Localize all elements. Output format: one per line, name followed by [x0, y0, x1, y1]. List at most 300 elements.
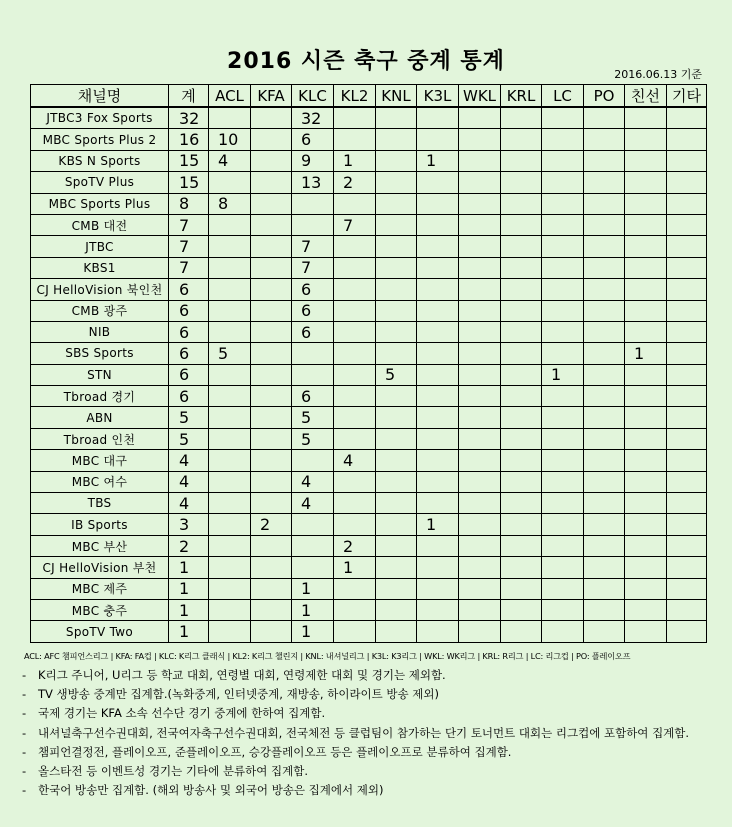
count-cell — [376, 493, 417, 514]
count-cell — [584, 172, 625, 193]
count-cell — [501, 172, 542, 193]
count-cell — [542, 557, 584, 578]
count-cell — [625, 557, 667, 578]
count-cell — [292, 535, 334, 556]
table-row — [31, 193, 707, 214]
count-cell — [584, 279, 625, 300]
total-cell: 1 — [169, 578, 209, 599]
count-cell — [625, 471, 667, 492]
count-cell — [251, 535, 292, 556]
count-cell — [459, 599, 501, 620]
count-cell — [251, 364, 292, 385]
count-cell — [334, 236, 376, 257]
count-cell — [625, 300, 667, 321]
count-cell — [501, 343, 542, 364]
count-cell — [417, 279, 459, 300]
count-cell — [584, 343, 625, 364]
table-row — [31, 599, 707, 620]
note-text: TV 생방송 중계만 집계함.(녹화중계, 인터넷중계, 재방송, 하이라이트 방송 제외) — [38, 687, 439, 702]
count-cell — [376, 150, 417, 171]
count-cell — [542, 279, 584, 300]
count-cell — [625, 578, 667, 599]
count-cell — [334, 193, 376, 214]
count-cell — [209, 257, 251, 278]
total-cell: 6 — [169, 300, 209, 321]
column-header: 친선 — [625, 85, 667, 108]
channel-name-cell: ABN — [31, 407, 169, 428]
count-cell — [625, 214, 667, 235]
count-cell — [584, 450, 625, 471]
table-row — [31, 214, 707, 235]
channel-name-cell: MBC 제주 — [31, 578, 169, 599]
count-cell — [625, 321, 667, 342]
count-cell — [417, 386, 459, 407]
count-cell: 6 — [292, 386, 334, 407]
table-row — [31, 236, 707, 257]
total-cell: 3 — [169, 514, 209, 535]
note-text: 내셔널축구선수권대회, 전국여자축구선수권대회, 전국체전 등 클럽팀이 참가하는 단기 토너먼트 대회는 리그컵에 포함하여 집계함. — [38, 725, 690, 740]
count-cell — [334, 300, 376, 321]
column-header: 계 — [169, 85, 209, 108]
channel-name-cell: STN — [31, 364, 169, 385]
note-item — [22, 743, 689, 762]
table-row — [31, 386, 707, 407]
count-cell — [501, 621, 542, 642]
total-cell: 7 — [169, 214, 209, 235]
count-cell — [667, 343, 707, 364]
total-cell: 5 — [169, 428, 209, 449]
count-cell: 4 — [334, 450, 376, 471]
count-cell — [209, 599, 251, 620]
count-cell — [667, 172, 707, 193]
column-header: KFA — [251, 85, 292, 108]
count-cell — [625, 386, 667, 407]
count-cell — [417, 343, 459, 364]
channel-name-cell: JTBC — [31, 236, 169, 257]
count-cell — [667, 450, 707, 471]
column-header: KLC — [292, 85, 334, 108]
count-cell — [251, 450, 292, 471]
count-cell — [459, 300, 501, 321]
count-cell: 2 — [251, 514, 292, 535]
count-cell — [376, 214, 417, 235]
table-row — [31, 129, 707, 150]
count-cell — [584, 471, 625, 492]
table-row — [31, 428, 707, 449]
note-text: 올스타전 등 이벤트성 경기는 기타에 분류하여 집계함. — [38, 764, 308, 779]
total-cell: 6 — [169, 364, 209, 385]
count-cell — [625, 599, 667, 620]
count-cell: 7 — [334, 214, 376, 235]
count-cell — [667, 514, 707, 535]
channel-name-cell: SBS Sports — [31, 343, 169, 364]
count-cell: 6 — [292, 279, 334, 300]
table-header-row — [31, 85, 707, 108]
count-cell — [667, 578, 707, 599]
count-cell — [292, 364, 334, 385]
count-cell — [667, 129, 707, 150]
count-cell — [209, 236, 251, 257]
count-cell: 13 — [292, 172, 334, 193]
count-cell — [542, 321, 584, 342]
count-cell — [334, 257, 376, 278]
count-cell — [667, 193, 707, 214]
count-cell — [334, 514, 376, 535]
count-cell — [584, 300, 625, 321]
count-cell — [209, 428, 251, 449]
count-cell — [376, 172, 417, 193]
count-cell — [334, 578, 376, 599]
count-cell — [209, 450, 251, 471]
count-cell: 5 — [292, 428, 334, 449]
table-row — [31, 535, 707, 556]
count-cell — [251, 300, 292, 321]
total-cell: 5 — [169, 407, 209, 428]
count-cell — [542, 450, 584, 471]
count-cell: 1 — [542, 364, 584, 385]
column-header: WKL — [459, 85, 501, 108]
count-cell — [459, 578, 501, 599]
count-cell — [667, 599, 707, 620]
count-cell — [501, 407, 542, 428]
count-cell: 6 — [292, 300, 334, 321]
total-cell: 1 — [169, 621, 209, 642]
channel-name-cell: TBS — [31, 493, 169, 514]
total-cell: 6 — [169, 321, 209, 342]
count-cell — [209, 535, 251, 556]
count-cell — [209, 493, 251, 514]
count-cell — [376, 621, 417, 642]
note-marker: - — [22, 687, 27, 702]
count-cell — [584, 386, 625, 407]
table-row — [31, 557, 707, 578]
count-cell — [376, 407, 417, 428]
total-cell: 6 — [169, 386, 209, 407]
column-header: K3L — [417, 85, 459, 108]
total-cell: 15 — [169, 172, 209, 193]
count-cell — [376, 193, 417, 214]
count-cell — [542, 107, 584, 129]
table-row — [31, 364, 707, 385]
count-cell — [251, 172, 292, 193]
count-cell — [459, 428, 501, 449]
count-cell — [542, 343, 584, 364]
count-cell — [251, 257, 292, 278]
count-cell — [667, 236, 707, 257]
column-header: ACL — [209, 85, 251, 108]
count-cell — [417, 621, 459, 642]
count-cell — [209, 471, 251, 492]
total-cell: 6 — [169, 279, 209, 300]
count-cell — [417, 557, 459, 578]
count-cell — [209, 386, 251, 407]
channel-name-cell: CJ HelloVision 북인천 — [31, 279, 169, 300]
count-cell: 1 — [625, 343, 667, 364]
count-cell — [251, 279, 292, 300]
count-cell — [584, 621, 625, 642]
count-cell — [417, 236, 459, 257]
table-row — [31, 257, 707, 278]
count-cell — [417, 578, 459, 599]
count-cell — [542, 493, 584, 514]
count-cell: 1 — [292, 621, 334, 642]
count-cell — [625, 428, 667, 449]
count-cell — [376, 129, 417, 150]
count-cell — [292, 514, 334, 535]
count-cell — [501, 578, 542, 599]
column-header: KL2 — [334, 85, 376, 108]
column-header: KRL — [501, 85, 542, 108]
count-cell — [542, 236, 584, 257]
count-cell: 6 — [292, 129, 334, 150]
count-cell — [209, 300, 251, 321]
count-cell — [584, 321, 625, 342]
count-cell — [292, 343, 334, 364]
column-header: KNL — [376, 85, 417, 108]
count-cell — [209, 514, 251, 535]
count-cell: 7 — [292, 236, 334, 257]
count-cell — [334, 343, 376, 364]
count-cell — [376, 300, 417, 321]
table-row — [31, 150, 707, 171]
total-cell: 1 — [169, 557, 209, 578]
count-cell — [251, 321, 292, 342]
total-cell: 15 — [169, 150, 209, 171]
count-cell — [542, 407, 584, 428]
count-cell — [542, 129, 584, 150]
count-cell — [209, 407, 251, 428]
table-body — [31, 107, 707, 642]
count-cell: 4 — [209, 150, 251, 171]
count-cell — [417, 471, 459, 492]
count-cell — [251, 407, 292, 428]
broadcast-stats-table — [30, 84, 707, 643]
count-cell — [501, 279, 542, 300]
channel-name-cell: JTBC3 Fox Sports — [31, 107, 169, 129]
count-cell — [459, 450, 501, 471]
table-row — [31, 407, 707, 428]
count-cell: 8 — [209, 193, 251, 214]
count-cell — [667, 535, 707, 556]
count-cell — [251, 193, 292, 214]
table-row — [31, 343, 707, 364]
count-cell — [542, 428, 584, 449]
total-cell: 32 — [169, 107, 209, 129]
table-row — [31, 450, 707, 471]
count-cell — [459, 236, 501, 257]
count-cell — [501, 214, 542, 235]
count-cell — [584, 535, 625, 556]
count-cell — [625, 150, 667, 171]
count-cell — [501, 557, 542, 578]
count-cell — [417, 172, 459, 193]
note-text: 국제 경기는 KFA 소속 선수단 경기 중계에 한하여 집계함. — [38, 706, 326, 721]
total-cell: 4 — [169, 493, 209, 514]
count-cell — [625, 493, 667, 514]
count-cell — [542, 471, 584, 492]
notes-list — [22, 666, 689, 800]
count-cell — [584, 428, 625, 449]
count-cell — [334, 428, 376, 449]
count-cell — [292, 193, 334, 214]
count-cell — [209, 621, 251, 642]
count-cell — [376, 236, 417, 257]
count-cell — [501, 364, 542, 385]
count-cell — [417, 364, 459, 385]
total-cell: 16 — [169, 129, 209, 150]
note-item — [22, 724, 689, 743]
count-cell: 32 — [292, 107, 334, 129]
count-cell — [209, 107, 251, 129]
count-cell — [251, 386, 292, 407]
table-row — [31, 300, 707, 321]
channel-name-cell: NIB — [31, 321, 169, 342]
note-item — [22, 781, 689, 800]
count-cell — [625, 257, 667, 278]
count-cell — [501, 599, 542, 620]
count-cell — [542, 214, 584, 235]
count-cell — [376, 343, 417, 364]
count-cell — [542, 257, 584, 278]
table-row — [31, 172, 707, 193]
note-text: 챔피언결정전, 플레이오프, 준플레이오프, 승강플레이오프 등은 플레이오프로 분류하여 집계함. — [38, 744, 512, 759]
count-cell — [501, 493, 542, 514]
count-cell — [459, 407, 501, 428]
count-cell — [542, 172, 584, 193]
count-cell — [376, 514, 417, 535]
table-row — [31, 578, 707, 599]
column-header-channel: 채널명 — [31, 85, 169, 108]
count-cell — [417, 107, 459, 129]
count-cell — [376, 386, 417, 407]
channel-name-cell: KBS N Sports — [31, 150, 169, 171]
count-cell — [417, 493, 459, 514]
channel-name-cell: SpoTV Two — [31, 621, 169, 642]
count-cell — [584, 514, 625, 535]
count-cell — [417, 599, 459, 620]
count-cell — [251, 428, 292, 449]
table-row — [31, 279, 707, 300]
count-cell — [542, 514, 584, 535]
table-row — [31, 621, 707, 642]
total-cell: 4 — [169, 450, 209, 471]
count-cell — [209, 214, 251, 235]
count-cell — [584, 129, 625, 150]
count-cell — [584, 193, 625, 214]
count-cell — [584, 364, 625, 385]
count-cell — [251, 150, 292, 171]
count-cell — [376, 535, 417, 556]
count-cell — [667, 279, 707, 300]
channel-name-cell: IB Sports — [31, 514, 169, 535]
count-cell — [251, 129, 292, 150]
count-cell — [667, 364, 707, 385]
count-cell — [501, 193, 542, 214]
count-cell — [459, 257, 501, 278]
channel-name-cell: CJ HelloVision 부천 — [31, 557, 169, 578]
count-cell — [376, 257, 417, 278]
count-cell — [625, 514, 667, 535]
note-marker: - — [22, 725, 27, 740]
abbreviation-legend: ACL: AFC 챔피언스리그 | KFA: FA컵 | KLC: K리그 클래식 | KL2: K리그 챌린지 | KNL: 내셔널리그 | K3L: K3리그 | WKL: WK리그 | KRL: R리그 | LC: 리그컵 | PO: 플레이오프 — [24, 651, 631, 661]
count-cell — [584, 150, 625, 171]
count-cell — [459, 172, 501, 193]
count-cell — [625, 621, 667, 642]
count-cell — [625, 279, 667, 300]
channel-name-cell: MBC Sports Plus 2 — [31, 129, 169, 150]
count-cell — [625, 407, 667, 428]
channel-name-cell: Tbroad 경기 — [31, 386, 169, 407]
count-cell — [501, 150, 542, 171]
count-cell — [251, 343, 292, 364]
count-cell — [584, 107, 625, 129]
total-cell: 4 — [169, 471, 209, 492]
channel-name-cell: MBC 충주 — [31, 599, 169, 620]
count-cell — [334, 599, 376, 620]
count-cell — [209, 279, 251, 300]
count-cell — [584, 214, 625, 235]
count-cell — [542, 300, 584, 321]
count-cell — [251, 107, 292, 129]
note-text: K리그 주니어, U리그 등 학교 대회, 연령별 대회, 연령제한 대회 및 경기는 제외함. — [38, 668, 446, 682]
count-cell — [417, 535, 459, 556]
count-cell — [417, 407, 459, 428]
count-cell — [501, 257, 542, 278]
count-cell — [667, 493, 707, 514]
count-cell: 1 — [292, 578, 334, 599]
count-cell — [584, 493, 625, 514]
count-cell — [417, 193, 459, 214]
count-cell — [625, 450, 667, 471]
count-cell — [417, 129, 459, 150]
count-cell: 5 — [209, 343, 251, 364]
count-cell — [417, 450, 459, 471]
count-cell — [459, 557, 501, 578]
count-cell: 1 — [334, 150, 376, 171]
count-cell — [542, 386, 584, 407]
table-row — [31, 514, 707, 535]
count-cell — [625, 107, 667, 129]
count-cell — [625, 364, 667, 385]
count-cell — [251, 493, 292, 514]
count-cell — [625, 193, 667, 214]
count-cell — [334, 471, 376, 492]
count-cell — [667, 321, 707, 342]
table-row — [31, 471, 707, 492]
count-cell: 1 — [417, 150, 459, 171]
count-cell — [292, 557, 334, 578]
table-row — [31, 107, 707, 129]
count-cell: 6 — [292, 321, 334, 342]
count-cell — [625, 172, 667, 193]
channel-name-cell: MBC 대구 — [31, 450, 169, 471]
count-cell — [251, 214, 292, 235]
note-item — [22, 704, 689, 723]
count-cell — [667, 428, 707, 449]
count-cell — [667, 107, 707, 129]
count-cell — [251, 557, 292, 578]
count-cell: 1 — [292, 599, 334, 620]
count-cell — [459, 386, 501, 407]
count-cell — [334, 364, 376, 385]
count-cell — [459, 343, 501, 364]
count-cell — [417, 300, 459, 321]
count-cell — [501, 535, 542, 556]
channel-name-cell: CMB 대전 — [31, 214, 169, 235]
count-cell — [584, 557, 625, 578]
count-cell — [376, 450, 417, 471]
count-cell — [667, 257, 707, 278]
